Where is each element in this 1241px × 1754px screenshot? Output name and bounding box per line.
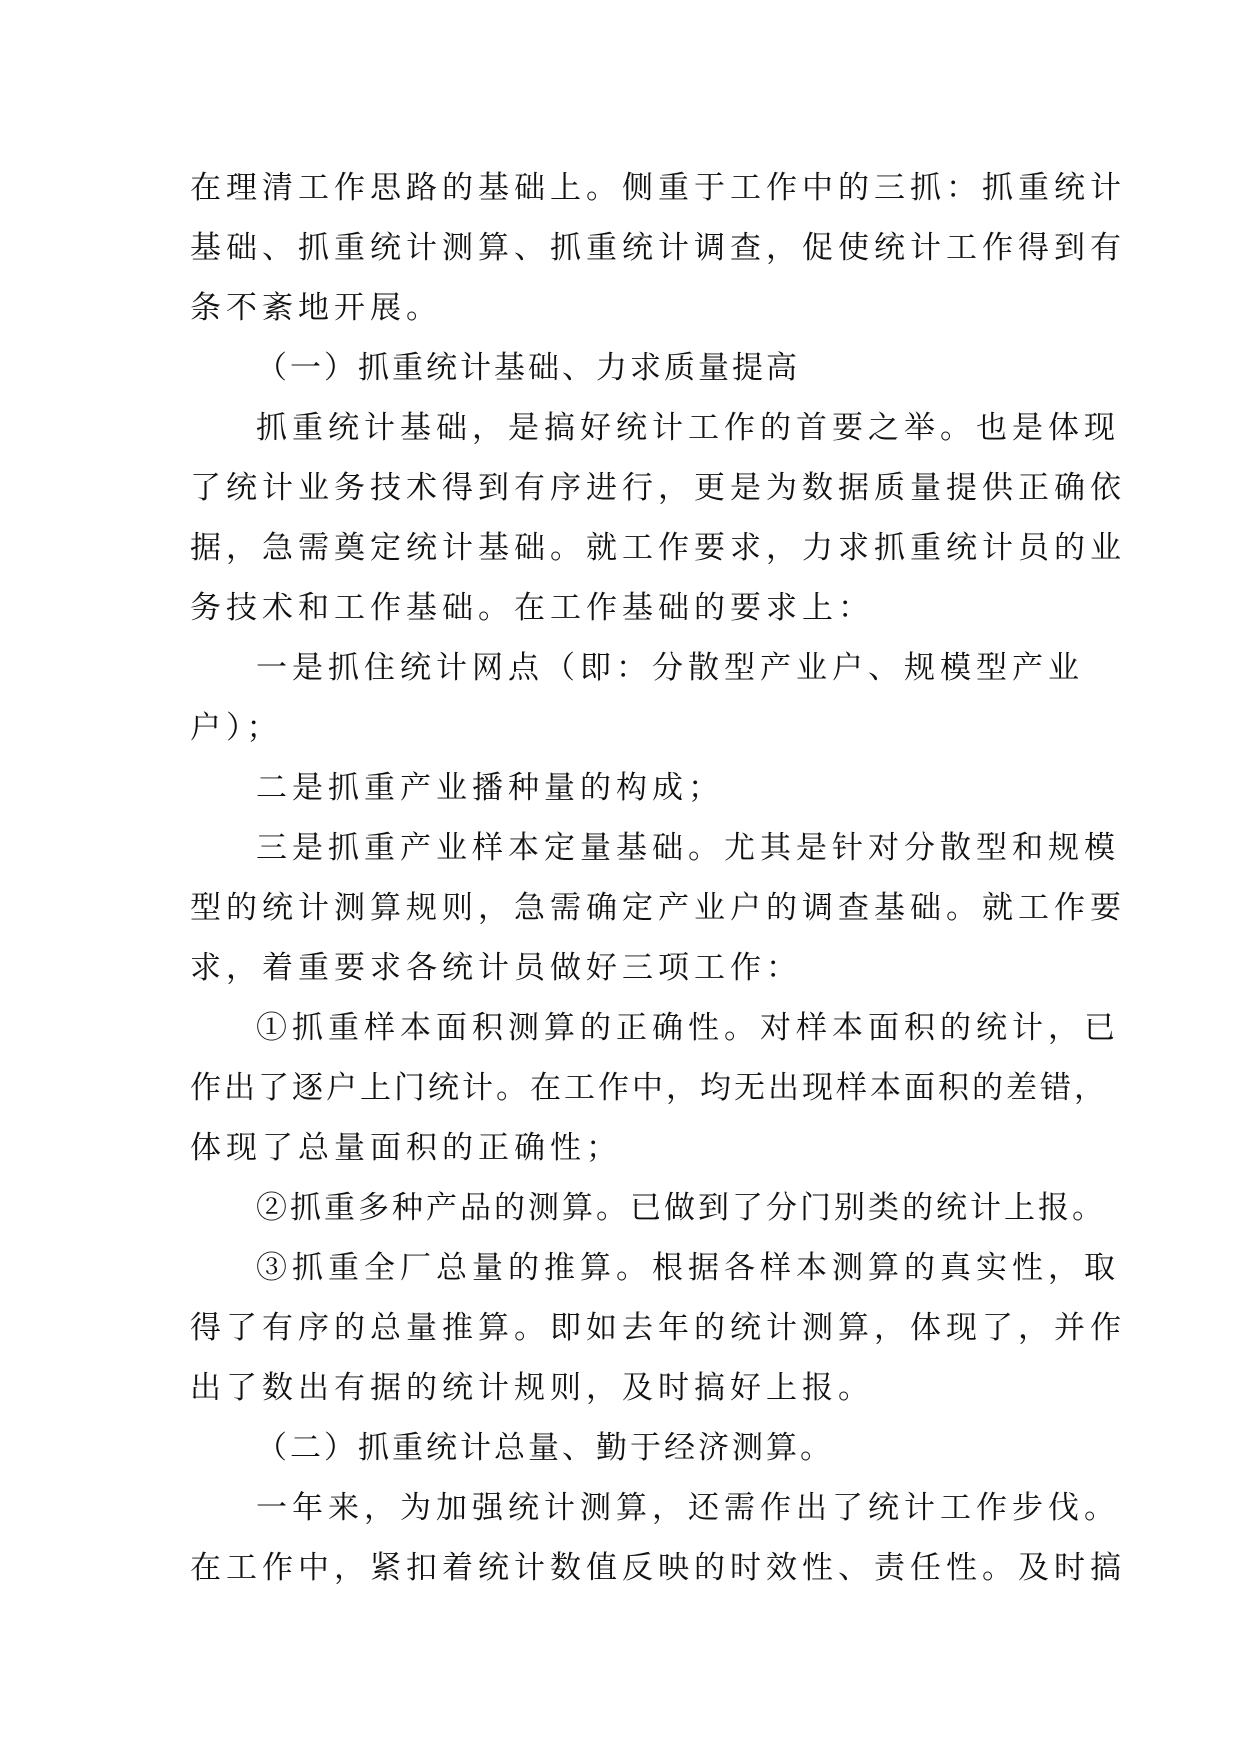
text-line: 基础、抓重统计测算、抓重统计调查，促使统计工作得到有 [190, 230, 1126, 266]
text-line: 在工作中，紧扣着统计数值反映的时效性、责任性。及时搞 [190, 1550, 1126, 1586]
text-line: 作出了逐户上门统计。在工作中，均无出现样本面积的差错， [190, 1070, 1108, 1106]
section-heading: （二）抓重统计总量、勤于经济测算。 [256, 1430, 834, 1466]
text-line: 户）； [190, 710, 283, 746]
text-line: 务技术和工作基础。在工作基础的要求上： [190, 590, 874, 626]
text-line: 出了数出有据的统计规则，及时搞好上报。 [190, 1370, 874, 1406]
text-line: 在理清工作思路的基础上。侧重于工作中的三抓：抓重统计 [190, 170, 1126, 206]
text-line: 了统计业务技术得到有序进行，更是为数据质量提供正确依 [190, 470, 1126, 506]
text-line: 条不紊地开展。 [190, 290, 442, 326]
text-line: 抓重统计基础，是搞好统计工作的首要之举。也是体现 [256, 410, 1120, 446]
text-line: 求，着重要求各统计员做好三项工作： [190, 950, 802, 986]
text-line: 一年来，为加强统计测算，还需作出了统计工作步伐。 [256, 1490, 1120, 1526]
text-line: ①抓重样本面积测算的正确性。对样本面积的统计，已 [256, 1010, 1120, 1046]
text-line: ③抓重全厂总量的推算。根据各样本测算的真实性，取 [256, 1250, 1120, 1286]
text-line: 二是抓重产业播种量的构成； [256, 770, 724, 806]
text-line: 型的统计测算规则，急需确定产业户的调查基础。就工作要 [190, 890, 1126, 926]
text-line: 一是抓住统计网点（即：分散型产业户、规模型产业 [256, 650, 1084, 686]
text-line: 三是抓重产业样本定量基础。尤其是针对分散型和规模 [256, 830, 1120, 866]
section-heading: （一）抓重统计基础、力求质量提高 [256, 350, 800, 386]
text-line: 据，急需奠定统计基础。就工作要求，力求抓重统计员的业 [190, 530, 1126, 566]
text-line: ②抓重多种产品的测算。已做到了分门别类的统计上报。 [256, 1190, 1106, 1226]
text-line: 体现了总量面积的正确性； [190, 1130, 622, 1166]
text-line: 得了有序的总量推算。即如去年的统计测算，体现了，并作 [190, 1310, 1126, 1346]
